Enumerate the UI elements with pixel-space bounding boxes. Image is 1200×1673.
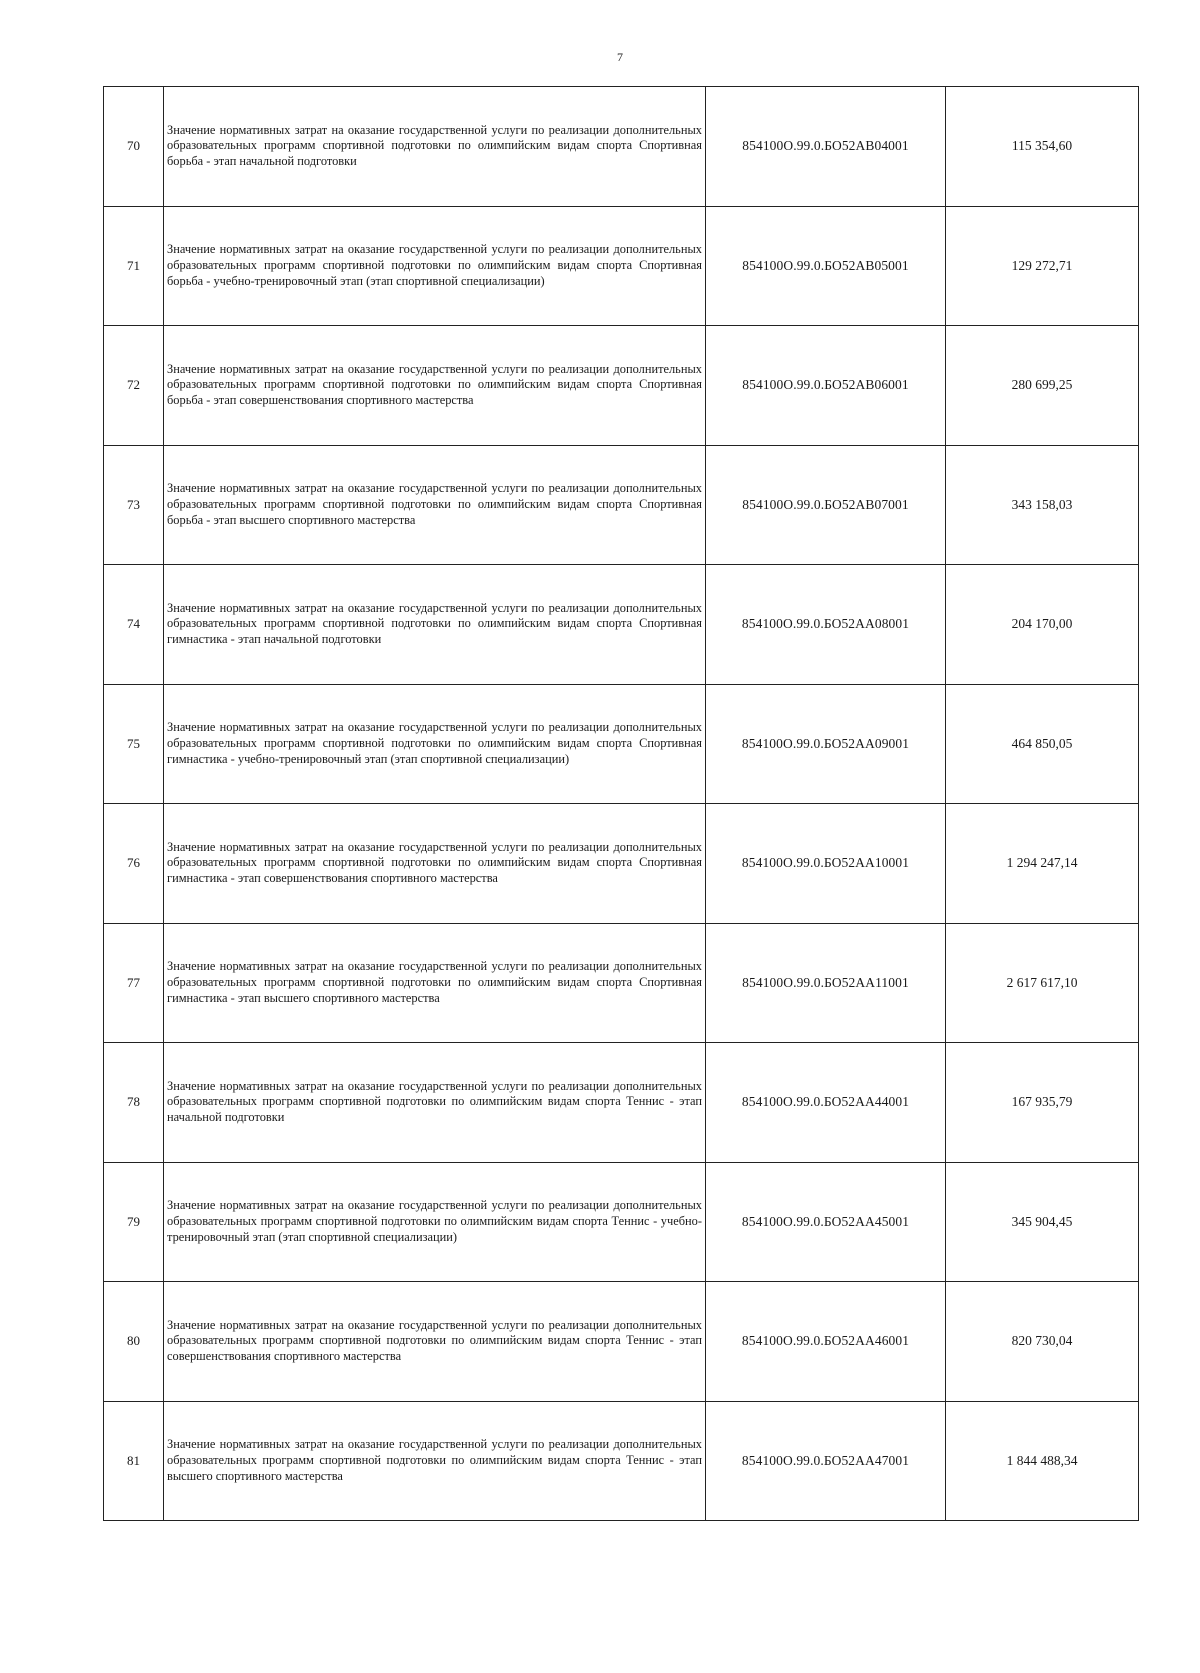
row-description: Значение нормативных затрат на оказание государственной услуги по реализации дополнительных образовательных программ спортивной подготовки по олимпийским видам спорта Теннис - учебно-тренировочный этап (этап спортивной специализации): [164, 1162, 706, 1282]
row-description: Значение нормативных затрат на оказание государственной услуги по реализации дополнительных образовательных программ спортивной подготовки по олимпийским видам спорта Спортивная гимнастика - этап начальной подготовки: [164, 565, 706, 685]
row-service-code: 854100О.99.0.БО52АА11001: [706, 923, 946, 1043]
row-number: 81: [104, 1401, 164, 1521]
row-description: Значение нормативных затрат на оказание государственной услуги по реализации дополнительных образовательных программ спортивной подготовки по олимпийским видам спорта Спортивная гимнастика - учебно-тренировочный этап (этап спортивной специализации): [164, 684, 706, 804]
row-service-code: 854100О.99.0.БО52АА44001: [706, 1043, 946, 1163]
row-number: 73: [104, 445, 164, 565]
table-row: [104, 1162, 1139, 1282]
row-service-code: 854100О.99.0.БО52АА08001: [706, 565, 946, 685]
row-number: 75: [104, 684, 164, 804]
row-number: 70: [104, 87, 164, 207]
row-cost-value: 2 617 617,10: [946, 923, 1139, 1043]
row-number: 77: [104, 923, 164, 1043]
table-body: [104, 87, 1139, 1521]
row-cost-value: 345 904,45: [946, 1162, 1139, 1282]
table-row: [104, 565, 1139, 685]
row-description: Значение нормативных затрат на оказание государственной услуги по реализации дополнительных образовательных программ спортивной подготовки по олимпийским видам спорта Теннис - этап высшего спортивного мастерства: [164, 1401, 706, 1521]
table-row: [104, 684, 1139, 804]
table-row: [104, 206, 1139, 326]
table-row: [104, 1282, 1139, 1402]
row-description: Значение нормативных затрат на оказание государственной услуги по реализации дополнительных образовательных программ спортивной подготовки по олимпийским видам спорта Спортивная борьба - этап совершенствования спортивного мастерства: [164, 326, 706, 446]
table-row: [104, 923, 1139, 1043]
row-cost-value: 129 272,71: [946, 206, 1139, 326]
table-row: [104, 445, 1139, 565]
row-service-code: 854100О.99.0.БО52АА46001: [706, 1282, 946, 1402]
row-cost-value: 1 294 247,14: [946, 804, 1139, 924]
row-cost-value: 464 850,05: [946, 684, 1139, 804]
row-number: 78: [104, 1043, 164, 1163]
row-service-code: 854100О.99.0.БО52АА09001: [706, 684, 946, 804]
table-row: [104, 1401, 1139, 1521]
row-service-code: 854100О.99.0.БО52АВ06001: [706, 326, 946, 446]
table-row: [104, 804, 1139, 924]
row-number: 71: [104, 206, 164, 326]
table-row: [104, 87, 1139, 207]
normative-costs-table: [103, 86, 1139, 1521]
row-service-code: 854100О.99.0.БО52АВ05001: [706, 206, 946, 326]
row-description: Значение нормативных затрат на оказание государственной услуги по реализации дополнительных образовательных программ спортивной подготовки по олимпийским видам спорта Теннис - этап совершенствования спортивного мастерства: [164, 1282, 706, 1402]
page-number: 7: [617, 50, 623, 64]
row-service-code: 854100О.99.0.БО52АА47001: [706, 1401, 946, 1521]
row-service-code: 854100О.99.0.БО52АА10001: [706, 804, 946, 924]
row-service-code: 854100О.99.0.БО52АВ07001: [706, 445, 946, 565]
row-number: 76: [104, 804, 164, 924]
row-number: 80: [104, 1282, 164, 1402]
row-description: Значение нормативных затрат на оказание государственной услуги по реализации дополнительных образовательных программ спортивной подготовки по олимпийским видам спорта Теннис - этап начальной подготовки: [164, 1043, 706, 1163]
row-service-code: 854100О.99.0.БО52АА45001: [706, 1162, 946, 1282]
table-row: [104, 1043, 1139, 1163]
row-description: Значение нормативных затрат на оказание государственной услуги по реализации дополнительных образовательных программ спортивной подготовки по олимпийским видам спорта Спортивная борьба - учебно-тренировочный этап (этап спортивной специализации): [164, 206, 706, 326]
row-number: 79: [104, 1162, 164, 1282]
row-description: Значение нормативных затрат на оказание государственной услуги по реализации дополнительных образовательных программ спортивной подготовки по олимпийским видам спорта Спортивная гимнастика - этап высшего спортивного мастерства: [164, 923, 706, 1043]
row-description: Значение нормативных затрат на оказание государственной услуги по реализации дополнительных образовательных программ спортивной подготовки по олимпийским видам спорта Спортивная борьба - этап начальной подготовки: [164, 87, 706, 207]
row-description: Значение нормативных затрат на оказание государственной услуги по реализации дополнительных образовательных программ спортивной подготовки по олимпийским видам спорта Спортивная борьба - этап высшего спортивного мастерства: [164, 445, 706, 565]
row-cost-value: 820 730,04: [946, 1282, 1139, 1402]
row-cost-value: 343 158,03: [946, 445, 1139, 565]
row-cost-value: 204 170,00: [946, 565, 1139, 685]
row-cost-value: 115 354,60: [946, 87, 1139, 207]
row-cost-value: 167 935,79: [946, 1043, 1139, 1163]
table-row: [104, 326, 1139, 446]
row-cost-value: 280 699,25: [946, 326, 1139, 446]
row-description: Значение нормативных затрат на оказание государственной услуги по реализации дополнительных образовательных программ спортивной подготовки по олимпийским видам спорта Спортивная гимнастика - этап совершенствования спортивного мастерства: [164, 804, 706, 924]
row-service-code: 854100О.99.0.БО52АВ04001: [706, 87, 946, 207]
row-cost-value: 1 844 488,34: [946, 1401, 1139, 1521]
row-number: 74: [104, 565, 164, 685]
row-number: 72: [104, 326, 164, 446]
